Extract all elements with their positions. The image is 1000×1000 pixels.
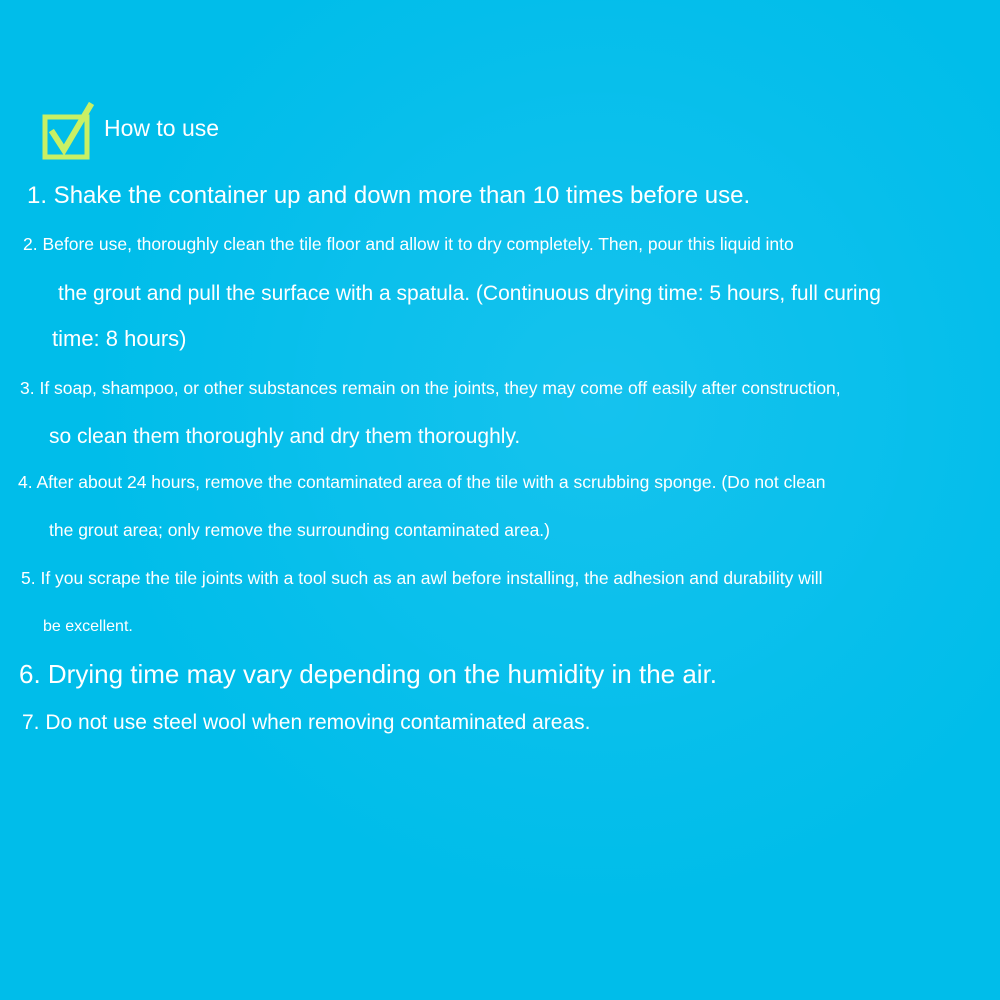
instruction-1-line-1: 1. Shake the container up and down more than 10 times before use. bbox=[27, 182, 751, 209]
instruction-5-line-2: be excellent. bbox=[43, 618, 133, 635]
instruction-3-line-1: 3. If soap, shampoo, or other substances remain on the joints, they may come off easily after construction, bbox=[20, 378, 841, 398]
instruction-2-line-2: the grout and pull the surface with a spatula. (Continuous drying time: 5 hours, full curing bbox=[58, 282, 881, 305]
instruction-7-line-1: 7. Do not use steel wool when removing contaminated areas. bbox=[22, 711, 591, 734]
instruction-3-line-2: so clean them thoroughly and dry them thoroughly. bbox=[49, 425, 521, 448]
instruction-4-line-2: the grout area; only remove the surrounding contaminated area.) bbox=[49, 520, 550, 540]
section-title: How to use bbox=[104, 114, 220, 141]
section-header bbox=[40, 100, 219, 164]
instruction-6-line-1: 6. Drying time may vary depending on the humidity in the air. bbox=[19, 659, 718, 689]
instruction-5-line-1: 5. If you scrape the tile joints with a tool such as an awl before installing, the adhesion and durability will bbox=[21, 568, 823, 588]
checkbox-check-icon bbox=[40, 100, 96, 164]
instruction-2-line-1: 2. Before use, thoroughly clean the tile floor and allow it to dry completely. Then, pour this liquid into bbox=[23, 234, 794, 254]
instruction-2-line-3: time: 8 hours) bbox=[52, 326, 187, 351]
instruction-4-line-1: 4. After about 24 hours, remove the contaminated area of the tile with a scrubbing sponge. (Do not clean bbox=[18, 472, 826, 492]
